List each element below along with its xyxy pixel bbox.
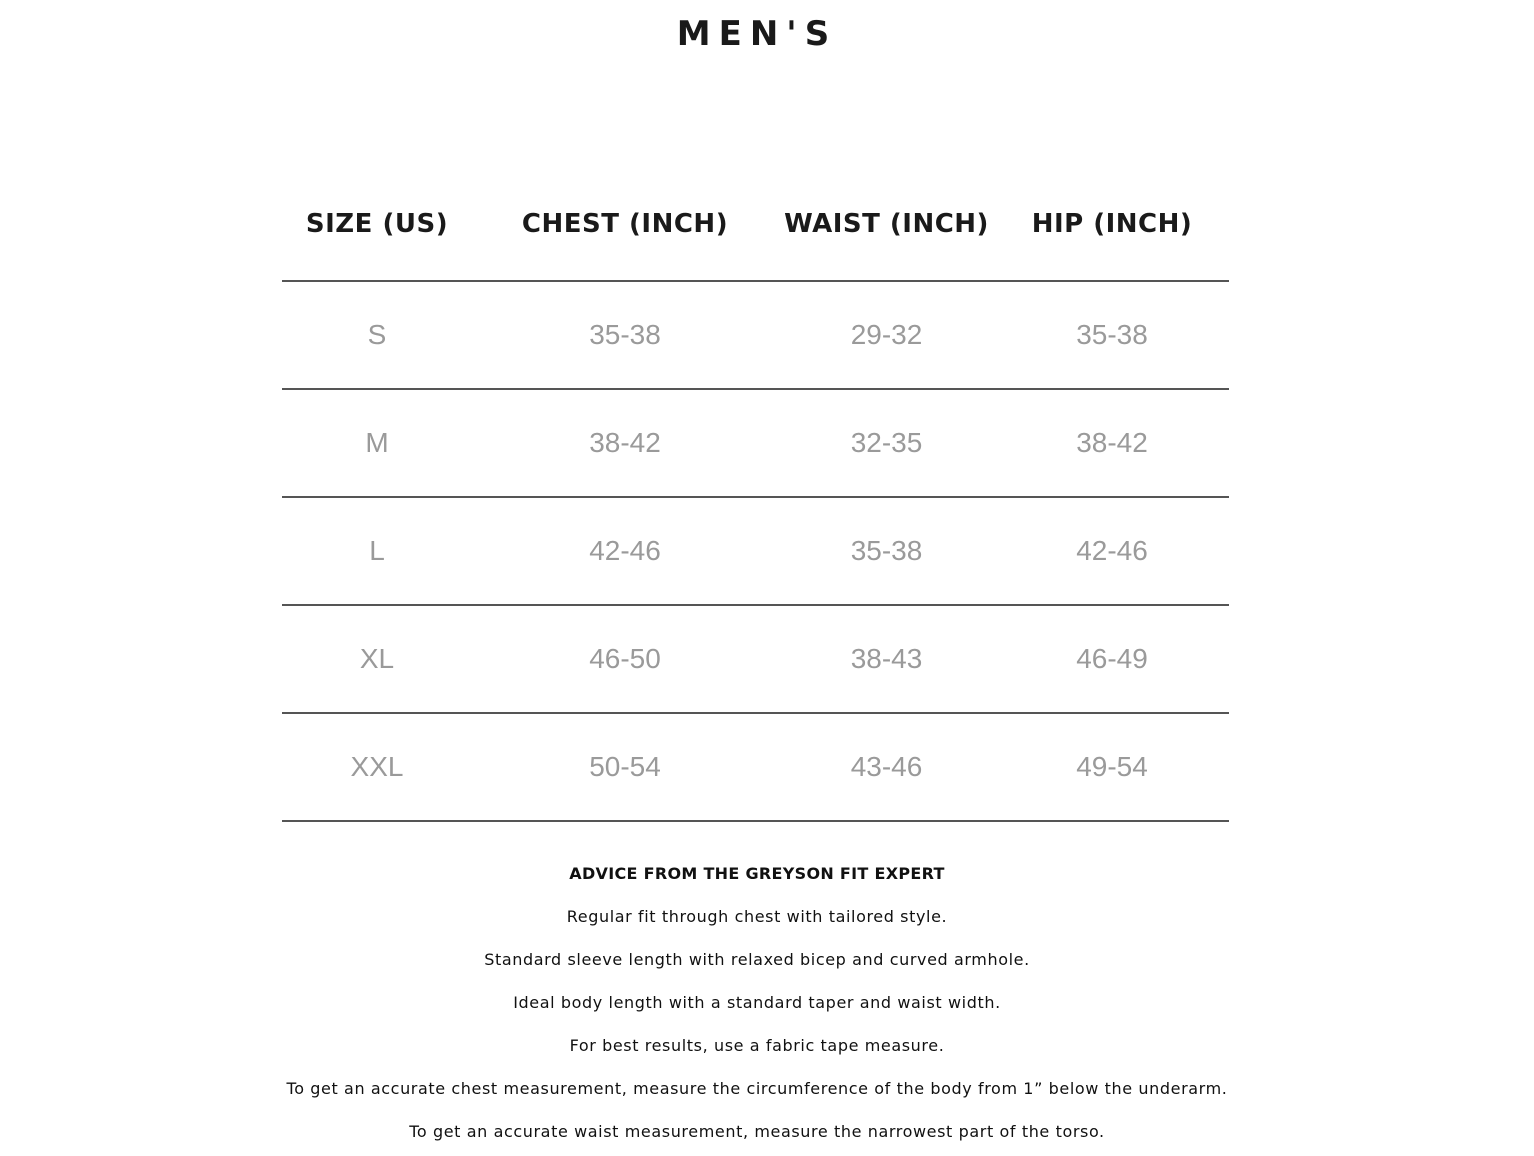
cell-chest: 35-38	[472, 281, 778, 389]
table-row	[282, 281, 1229, 389]
cell-waist: 35-38	[778, 497, 995, 605]
header-waist: WAIST (INCH)	[778, 168, 995, 281]
cell-hip: 38-42	[995, 389, 1229, 497]
advice-line-chest-measurement: To get an accurate chest measurement, measure the circumference of the body from 1” below the underarm.	[286, 1079, 1228, 1098]
cell-size: M	[282, 389, 472, 497]
cell-size: XL	[282, 605, 472, 713]
cell-chest: 38-42	[472, 389, 778, 497]
cell-hip: 46-49	[995, 605, 1229, 713]
cell-waist: 29-32	[778, 281, 995, 389]
header-size: SIZE (US)	[282, 168, 472, 281]
header-chest: CHEST (INCH)	[472, 168, 778, 281]
advice-line-sleeve: Standard sleeve length with relaxed bicep and curved armhole.	[484, 950, 1030, 969]
cell-chest: 46-50	[472, 605, 778, 713]
table-row	[282, 605, 1229, 713]
table-row	[282, 713, 1229, 821]
cell-size: XXL	[282, 713, 472, 821]
table-row	[282, 389, 1229, 497]
cell-chest: 42-46	[472, 497, 778, 605]
cell-size: S	[282, 281, 472, 389]
fit-advice-section	[0, 862, 1514, 1144]
cell-hip: 49-54	[995, 713, 1229, 821]
cell-waist: 38-43	[778, 605, 995, 713]
advice-line-waist-measurement: To get an accurate waist measurement, measure the narrowest part of the torso.	[409, 1122, 1105, 1141]
cell-hip: 42-46	[995, 497, 1229, 605]
table-header-row	[282, 168, 1229, 281]
cell-size: L	[282, 497, 472, 605]
cell-waist: 43-46	[778, 713, 995, 821]
header-hip: HIP (INCH)	[995, 168, 1229, 281]
cell-chest: 50-54	[472, 713, 778, 821]
cell-waist: 32-35	[778, 389, 995, 497]
advice-line-chest-fit: Regular fit through chest with tailored style.	[566, 907, 948, 926]
advice-line-body-length: Ideal body length with a standard taper and waist width.	[513, 993, 1001, 1012]
size-chart-table	[282, 168, 1229, 822]
advice-heading: ADVICE FROM THE GREYSON FIT EXPERT	[569, 864, 945, 883]
advice-line-tape-measure: For best results, use a fabric tape measure.	[569, 1036, 945, 1055]
cell-hip: 35-38	[995, 281, 1229, 389]
page-title: MEN'S	[676, 14, 838, 54]
table-row	[282, 497, 1229, 605]
